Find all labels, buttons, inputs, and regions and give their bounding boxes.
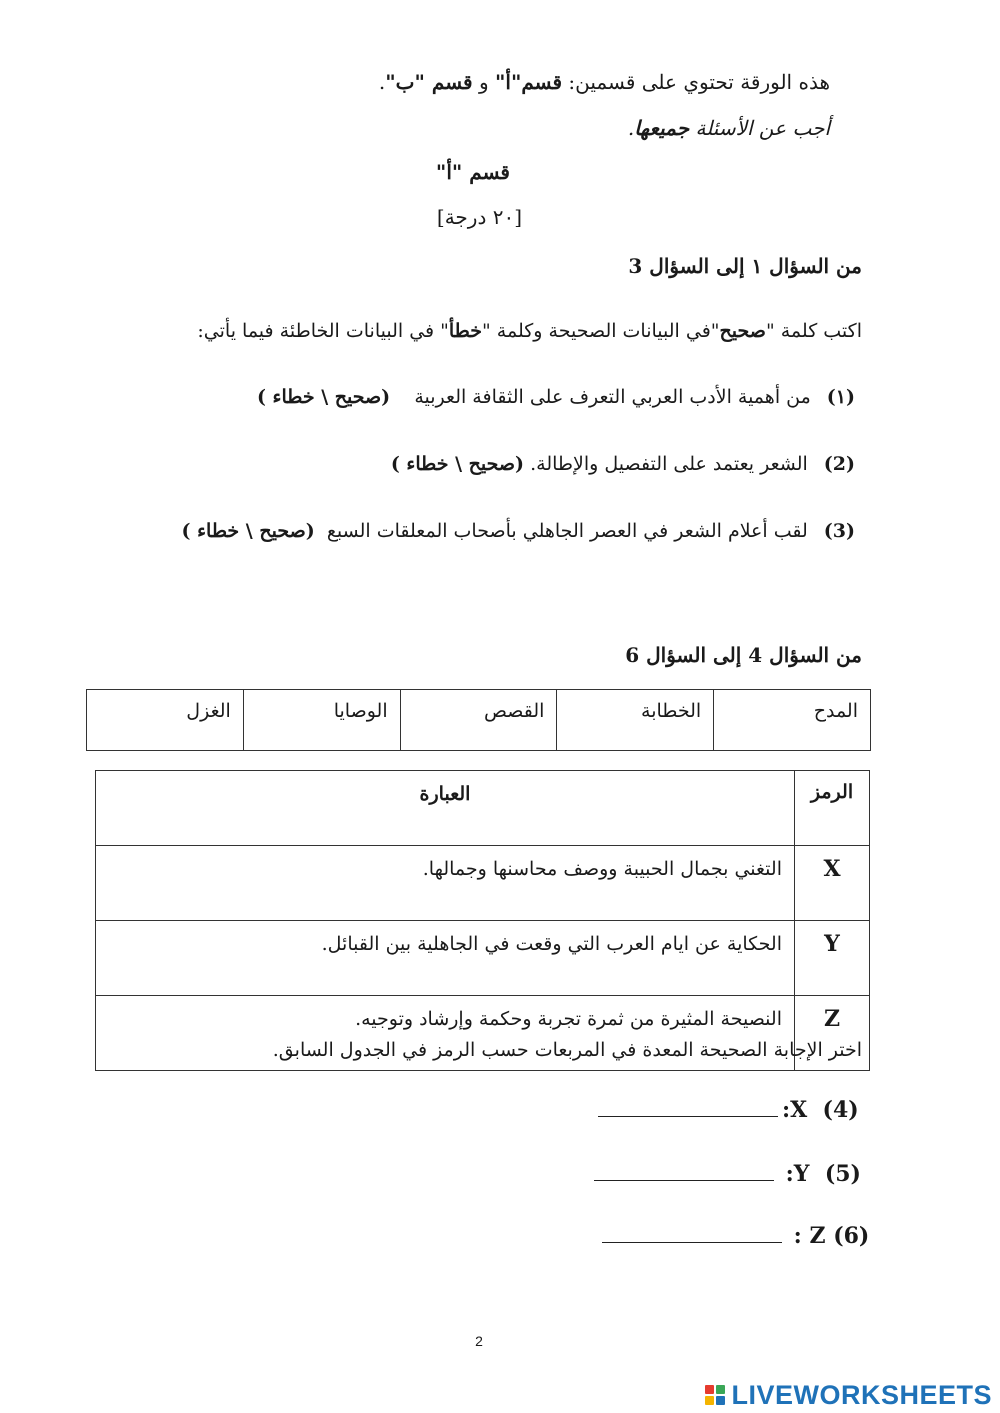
option-cell: القصص: [400, 690, 557, 751]
table-row: [96, 921, 870, 996]
part1-heading: من السؤال ١ إلى السؤال 3: [628, 254, 862, 278]
part2-heading: من السؤال 4 إلى السؤال 6: [625, 643, 862, 667]
question-3: [182, 520, 856, 542]
answer-number: (6): [833, 1223, 870, 1249]
answer-input[interactable]: [598, 1096, 778, 1117]
section-a-label: قسم"أ": [494, 70, 563, 94]
answer-number: (4): [822, 1097, 859, 1123]
instruction-text: " في البيانات الخاطئة فيما يأتي:: [197, 320, 449, 342]
part1-instruction: [197, 320, 862, 342]
answer-input[interactable]: [602, 1222, 782, 1243]
answer-line-5: :Y (5): [594, 1160, 861, 1187]
question-1: [257, 386, 855, 408]
answer-symbol: X: [790, 1097, 808, 1123]
answer-symbol: Y: [793, 1161, 810, 1187]
logo-square: [716, 1385, 725, 1394]
footer-brand[interactable]: [705, 1378, 992, 1412]
option-cell: الخطابة: [557, 690, 714, 751]
statement-cell: النصيحة المثيرة من ثمرة تجربة وحكمة وإرشاد وتوجيه.: [96, 996, 795, 1071]
question-number: (2): [823, 453, 855, 475]
answer-all-period: .: [627, 116, 635, 140]
option-cell: الغزل: [87, 690, 244, 751]
true-false-choice[interactable]: (صحيح \ خطاء ): [390, 453, 525, 475]
option-cell: المدح: [714, 690, 871, 751]
intro-conjunction: و: [472, 70, 495, 94]
symbol-cell: Z: [795, 996, 870, 1071]
table-header-row: [96, 771, 870, 846]
answer-all-emphasis: جميعها: [634, 116, 690, 140]
table-row: [96, 846, 870, 921]
instruction-text: اكتب كلمة ": [765, 320, 862, 342]
liveworksheets-logo-icon: [705, 1385, 725, 1405]
option-cell: الوصايا: [243, 690, 400, 751]
section-title: قسم "أ": [435, 160, 510, 184]
question-text: من أهمية الأدب العربي التعرف على الثقافة العربية: [414, 386, 811, 408]
question-text: لقب أعلام الشعر في العصر الجاهلي بأصحاب المعلقات السبع: [326, 520, 808, 542]
question-text: الشعر يعتمد على التفصيل والإطالة.: [530, 453, 808, 475]
false-word: خطأ: [448, 320, 483, 342]
intro-text: هذه الورقة تحتوي على قسمين:: [562, 70, 830, 94]
symbol-header: الرمز: [795, 771, 870, 846]
logo-square: [705, 1385, 714, 1394]
question-number: (١): [826, 386, 855, 408]
intro-line: [379, 70, 830, 94]
answer-all-line: [628, 116, 830, 140]
answer-line-6: : Z (6): [602, 1222, 869, 1249]
logo-square: [716, 1396, 725, 1405]
answer-symbol: Z: [809, 1223, 826, 1249]
answer-number: (5): [824, 1161, 861, 1187]
statement-cell: الحكاية عن ايام العرب التي وقعت في الجاهلية بين القبائل.: [96, 921, 795, 996]
page-number: 2: [475, 1333, 483, 1349]
statements-table: [95, 770, 870, 1071]
part2-instruction: اختر الإجابة الصحيحة المعدة في المربعات حسب الرمز في الجدول السابق.: [272, 1039, 862, 1061]
question-2: [391, 453, 855, 475]
answer-line-4: :X (4): [598, 1096, 859, 1123]
question-number: (3): [823, 520, 855, 542]
section-b-label: قسم "ب": [385, 70, 473, 94]
logo-square: [705, 1396, 714, 1405]
section-marks: [٢٠ درجة]: [436, 205, 522, 229]
options-table: [86, 689, 871, 751]
brand-name: LIVEWORKSHEETS: [731, 1379, 992, 1410]
statement-header: العبارة: [96, 771, 795, 846]
true-false-choice[interactable]: (صحيح \ خطاء ): [256, 386, 391, 408]
answer-input[interactable]: [594, 1160, 774, 1181]
instruction-text: "في البيانات الصحيحة وكلمة ": [482, 320, 720, 342]
answer-all-text: أجب عن الأسئلة: [689, 116, 830, 140]
intro-period: .: [378, 70, 386, 94]
true-word: صحيح: [719, 320, 766, 342]
symbol-cell: X: [795, 846, 870, 921]
true-false-choice[interactable]: (صحيح \ خطاء ): [181, 520, 315, 542]
statement-cell: التغني بجمال الحبيبة ووصف محاسنها وجمالها.: [96, 846, 795, 921]
symbol-cell: Y: [795, 921, 870, 996]
